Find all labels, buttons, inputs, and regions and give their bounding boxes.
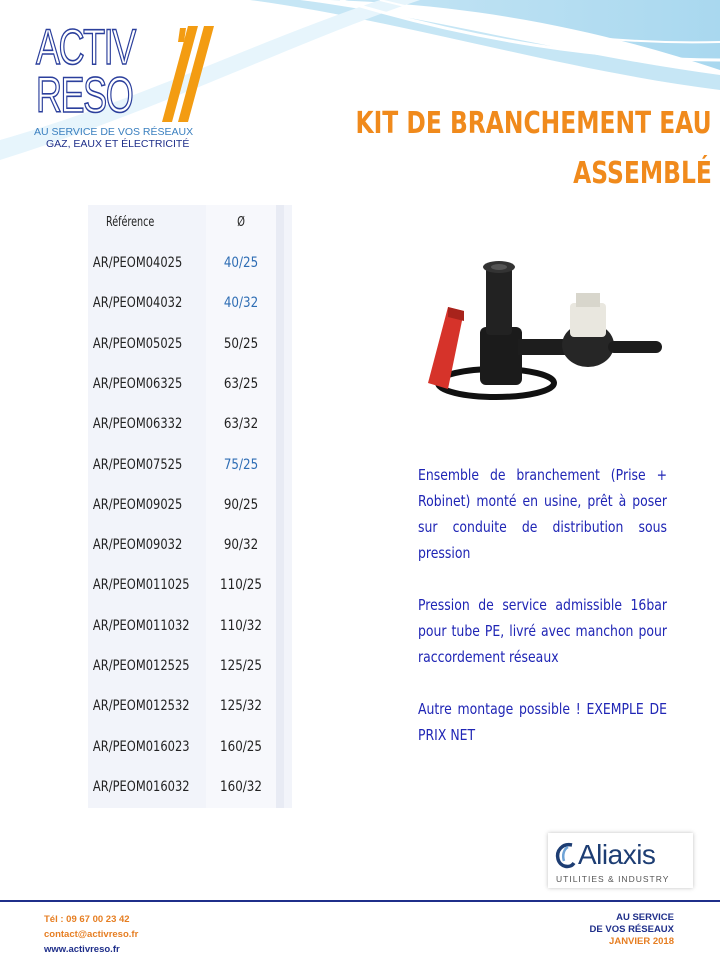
aliaxis-name: Aliaxis [578,839,656,870]
table-row [88,727,292,767]
page-title-line1: KIT DE BRANCHEMENT EAU [355,106,712,141]
row-reference: AR/PEOM07525 [92,456,183,473]
logo-tagline-2: GAZ, EAUX ET ÉLECTRICITÉ [46,138,190,150]
row-reference: AR/PEOM011025 [92,577,190,594]
reference-table [88,205,292,808]
row-diameter: 160/32 [220,778,262,795]
row-diameter: 63/25 [223,375,259,392]
row-reference: AR/PEOM06332 [92,416,183,433]
row-reference: AR/PEOM05025 [92,335,183,352]
row-diameter: 110/25 [220,577,262,594]
table-row [88,686,292,726]
row-reference: AR/PEOM012525 [92,658,190,674]
row-diameter: 40/25 [223,255,259,271]
row-diameter: 125/32 [220,698,262,715]
row-diameter: 125/25 [220,658,262,674]
row-diameter: 160/25 [220,738,262,755]
row-reference: AR/PEOM06325 [92,375,183,392]
description-paragraph-2: Pression de service admissible 16bar pour tube PE, livré avec manchon pour raccordement réseaux [418,596,667,666]
table-row [88,767,292,807]
row-reference: AR/PEOM016023 [92,738,190,755]
table-row [88,565,292,605]
footer-website[interactable]: www.activreso.fr [44,944,120,955]
row-reference: AR/PEOM09025 [92,496,183,513]
activreso-logo [30,19,230,152]
aliaxis-mark-icon [554,841,580,871]
footer-service [590,912,674,948]
row-diameter: 40/32 [223,295,259,312]
footer-contact [44,912,138,957]
row-diameter: 50/25 [223,335,259,352]
footer-date: JANVIER 2018 [609,936,674,947]
logo-tagline-1: AU SERVICE DE VOS RÉSEAUX [34,126,194,138]
footer-service-line2: DE VOS RÉSEAUX [589,924,674,935]
row-reference: AR/PEOM011032 [92,617,190,634]
table-row [88,525,292,565]
table-row [88,606,292,646]
footer-service-line1: AU SERVICE [616,912,674,923]
table-header [88,205,292,240]
footer-phone: Tél : 09 67 00 23 42 [44,914,130,925]
logo-text-line1: ACTIV [36,19,135,75]
logo-text-line2: RESO [36,67,133,123]
table-row [88,485,292,525]
aliaxis-logo [548,833,693,888]
table-row [88,364,292,404]
logo-slashes-icon [158,26,218,122]
row-reference: AR/PEOM09032 [92,537,183,554]
row-diameter: 75/25 [223,456,259,473]
row-reference: AR/PEOM012532 [92,698,190,715]
table-row [88,324,292,364]
footer-divider [0,900,720,902]
table-row [88,243,292,283]
row-diameter: 63/32 [223,416,259,433]
footer-email[interactable]: contact@activreso.fr [44,929,139,940]
description-paragraph-3: Autre montage possible ! EXEMPLE DE PRIX NET [418,700,667,744]
row-reference: AR/PEOM016032 [92,778,190,795]
table-row [88,445,292,485]
table-row [88,646,292,686]
description-paragraph-1: Ensemble de branchement (Prise + Robinet) monté en usine, prêt à poser sur conduite de distribution sous pression [418,466,667,562]
table-row [88,283,292,323]
header-diameter: Ø [237,215,245,230]
header-reference: Référence [106,215,155,230]
row-reference: AR/PEOM04025 [92,255,183,271]
row-diameter: 110/32 [220,617,262,634]
product-description [418,462,688,774]
product-photo [418,255,678,415]
table-row [88,404,292,444]
row-diameter: 90/32 [223,537,259,554]
aliaxis-subtitle: UTILITIES & INDUSTRY [556,874,670,884]
row-reference: AR/PEOM04032 [92,295,183,312]
row-diameter: 90/25 [223,496,259,513]
page-title-line2: ASSEMBLÉ [573,156,712,191]
